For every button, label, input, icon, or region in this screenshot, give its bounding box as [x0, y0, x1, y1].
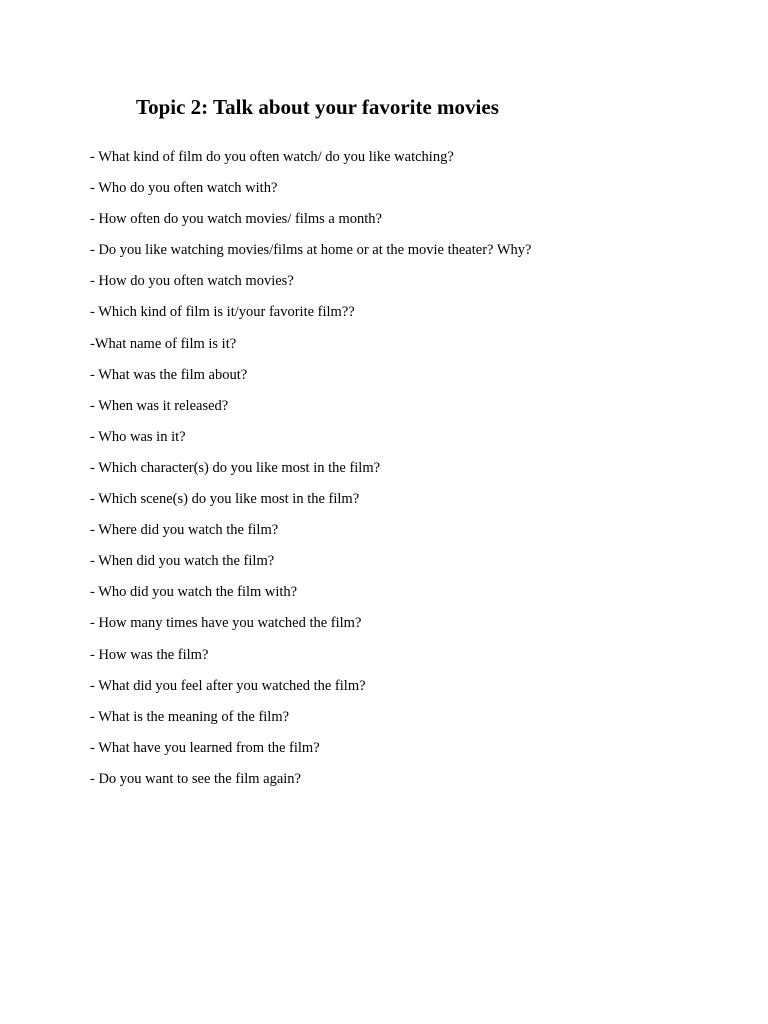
question-item: - How was the film?	[90, 646, 209, 663]
question-item: - What have you learned from the film?	[90, 739, 320, 756]
question-item: - Do you want to see the film again?	[90, 770, 301, 787]
question-item: - What is the meaning of the film?	[90, 708, 290, 725]
document-title: Topic 2: Talk about your favorite movies	[136, 95, 499, 119]
question-item: - Who was in it?	[90, 428, 186, 445]
question-item: - When was it released?	[90, 397, 229, 414]
question-item: - What did you feel after you watched the film?	[90, 677, 366, 694]
question-item: - Who did you watch the film with?	[90, 584, 298, 601]
question-item: - How often do you watch movies/ films a month?	[90, 211, 382, 228]
question-item: - Which scene(s) do you like most in the film?	[90, 491, 360, 508]
question-item: - How many times have you watched the film?	[90, 615, 362, 632]
question-item: - Which character(s) do you like most in the film?	[90, 459, 381, 476]
question-item: - What kind of film do you often watch/ do you like watching?	[90, 149, 454, 165]
question-item: - When did you watch the film?	[90, 553, 275, 570]
question-item: - Where did you watch the film?	[90, 522, 279, 539]
question-item: - How do you often watch movies?	[90, 273, 294, 290]
question-item: - Do you like watching movies/films at home or at the movie theater? Why?	[90, 242, 532, 259]
question-item: - Who do you often watch with?	[90, 180, 278, 197]
question-item: - Which kind of film is it/your favorite film??	[90, 304, 355, 321]
question-list	[90, 146, 531, 799]
question-item: - What was the film about?	[90, 366, 248, 383]
question-item: -What name of film is it?	[90, 335, 237, 352]
